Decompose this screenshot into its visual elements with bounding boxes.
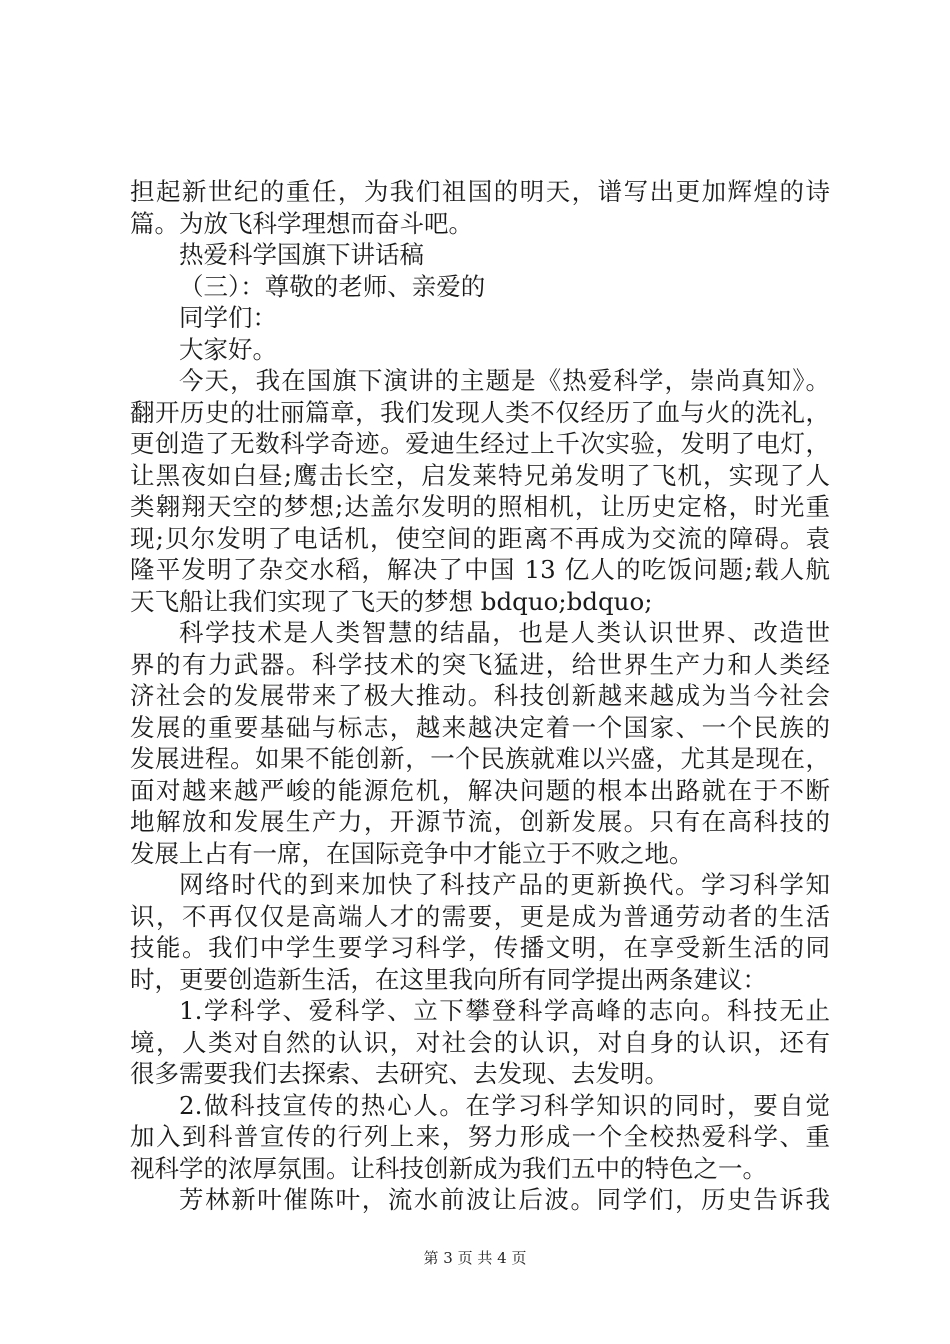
text-line: 更创造了无数科学奇迹。爱迪生经过上千次实验，发明了电灯， (130, 429, 830, 458)
text-line: 境，人类对自然的认识，对社会的认识，对自身的认识，还有 (130, 1027, 830, 1057)
text-line: 担起新世纪的重任，为我们祖国的明天，谱写出更加辉煌的诗 (130, 177, 830, 206)
text-line: 很多需要我们去探索、去研究、去发现、去发明。 (130, 1059, 669, 1088)
text-line: 现;贝尔发明了电话机，使空间的距离不再成为交流的障碍。袁 (130, 523, 830, 553)
text-line: 时，更要创造新生活，在这里我向所有同学提出两条建议： (130, 964, 767, 994)
text-line: 翻开历史的壮丽篇章，我们发现人类不仅经历了血与火的洗礼， (130, 397, 830, 427)
text-line: 1.学科学、爱科学、立下攀登科学高峰的志向。科技无止 (179, 996, 830, 1025)
text-line: 发展上占有一席，在国际竞争中才能立于不败之地。 (130, 838, 694, 868)
text-line: 篇。为放飞科学理想而奋斗吧。 (130, 208, 473, 238)
text-line: 地解放和发展生产力，开源节流，创新发展。只有在高科技的 (130, 807, 830, 836)
text-line: 今天，我在国旗下演讲的主题是《热爱科学，崇尚真知》。 (179, 366, 830, 395)
text-line: 让黑夜如白昼;鹰击长空，启发莱特兄弟发明了飞机，实现了人 (130, 460, 830, 490)
text-line: 热爱科学国旗下讲话稿 (179, 240, 424, 269)
text-line: 科学技术是人类智慧的结晶，也是人类认识世界、改造世 (179, 618, 830, 647)
text-line: （三）：尊敬的老师、亲爱的 (179, 271, 486, 301)
text-line: 芳林新叶催陈叶，流水前波让后波。同学们，历史告诉我 (179, 1185, 830, 1214)
text-line: 视科学的浓厚氛围。让科技创新成为我们五中的特色之一。 (130, 1153, 767, 1183)
text-line: 2.做科技宣传的热心人。在学习科学知识的同时，要自觉 (179, 1090, 830, 1120)
text-line: 天飞船让我们实现了飞天的梦想 bdquo;bdquo; (130, 586, 653, 616)
text-line: 识，不再仅仅是高端人才的需要，更是成为普通劳动者的生活 (130, 901, 830, 931)
text-line: 发展的重要基础与标志，越来越决定着一个国家、一个民族的 (130, 712, 830, 742)
document-body (130, 176, 830, 1216)
text-line: 加入到科普宣传的行列上来，努力形成一个全校热爱科学、重 (130, 1122, 830, 1151)
text-line: 网络时代的到来加快了科技产品的更新换代。学习科学知 (179, 870, 830, 899)
page-footer: 第 3 页 共 4 页 (423, 1249, 527, 1267)
text-line: 隆平发明了杂交水稻，解决了中国 13 亿人的吃饭问题;载人航 (130, 555, 830, 584)
text-line: 面对越来越严峻的能源危机，解决问题的根本出路就在于不断 (130, 775, 830, 805)
text-line: 类翱翔天空的梦想;达盖尔发明的照相机，让历史定格，时光重 (130, 492, 830, 521)
text-line: 界的有力武器。科学技术的突飞猛进，给世界生产力和人类经 (130, 649, 830, 679)
text-line: 技能。我们中学生要学习科学，传播文明，在享受新生活的同 (130, 933, 830, 962)
text-line: 大家好。 (179, 334, 277, 364)
text-line: 发展进程。如果不能创新，一个民族就难以兴盛，尤其是现在， (130, 744, 830, 773)
text-line: 济社会的发展带来了极大推动。科技创新越来越成为当今社会 (130, 681, 830, 710)
text-line: 同学们： (179, 303, 277, 332)
